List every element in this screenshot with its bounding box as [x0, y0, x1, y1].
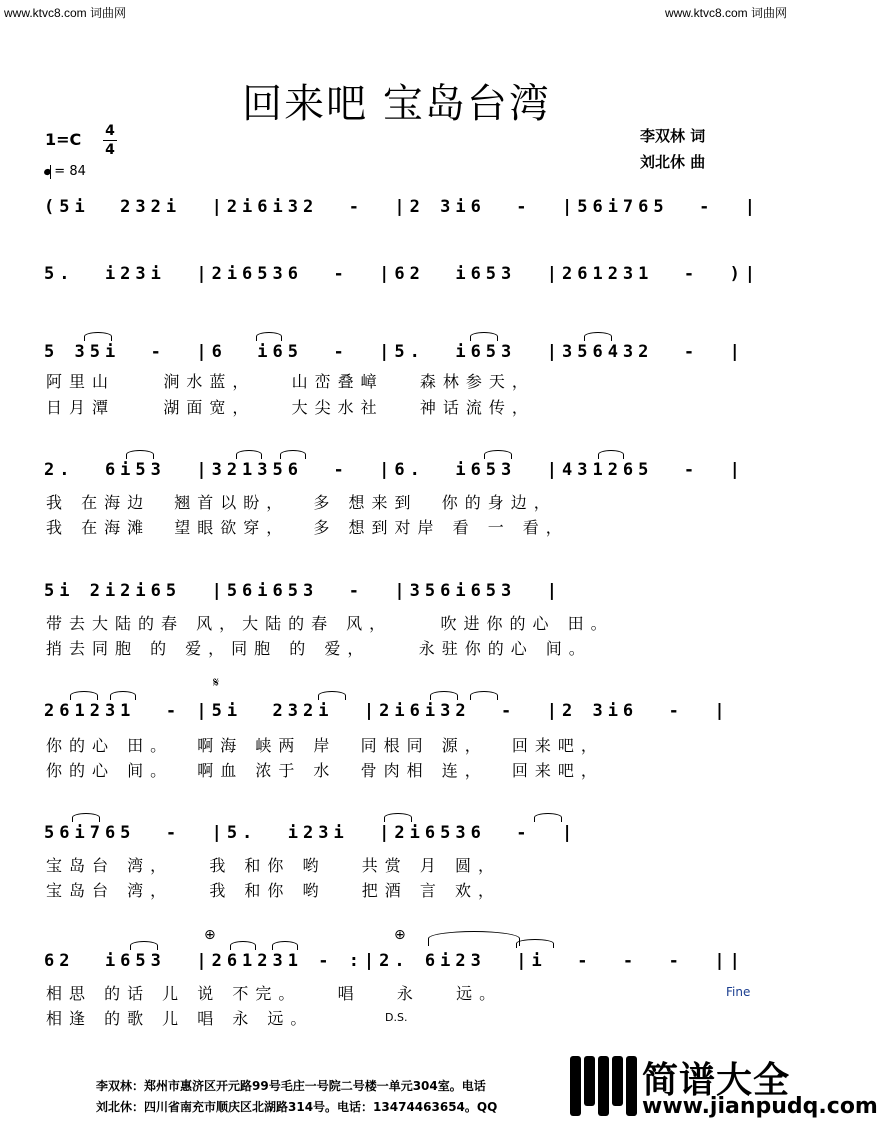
- site-logo[interactable]: [560, 1052, 878, 1122]
- piano-keys-icon: [570, 1056, 636, 1116]
- key-signature: 1=C: [45, 130, 82, 149]
- score-row-3: [0, 342, 793, 442]
- score-row-6: [0, 675, 793, 801]
- score-row-5: [0, 581, 793, 681]
- slur-mark: [126, 450, 154, 459]
- slur-mark: [230, 941, 256, 950]
- lyric-line-2: 我 在海滩 望眼欲穿， 多 想到对岸 看 一 看，: [46, 518, 569, 537]
- slur-mark: [272, 941, 298, 950]
- slur-mark: [110, 691, 136, 700]
- logo-title: 简谱大全: [642, 1060, 791, 1101]
- slur-mark: [72, 813, 100, 822]
- notes-line: 5i 2i2i65 |56i653 - |356i653 |: [44, 581, 562, 601]
- slur-mark: [484, 450, 512, 459]
- slur-mark: [584, 332, 612, 341]
- lyric-line-2: 宝岛台 湾， 我 和你 哟 把酒 言 欢，: [46, 881, 501, 900]
- segno-sign: 𝄋: [213, 675, 220, 691]
- slur-mark: [428, 931, 520, 946]
- time-sig-bottom: 4: [105, 142, 115, 158]
- slur-mark: [70, 691, 98, 700]
- ds-mark: D.S.: [385, 1011, 408, 1024]
- coda-sign-2: ⊕: [394, 927, 406, 943]
- notes-line: 62 i653 |261231 - :|2. 6i23 |i - - - ||: [44, 951, 745, 971]
- slur-mark: [516, 939, 554, 948]
- slur-mark: [280, 450, 306, 459]
- notes-line: 56i765 - |5. i23i |2i6536 - |: [44, 823, 578, 843]
- notes-line: 5. i23i |2i6536 - |62 i653 |261231 - )|: [44, 264, 761, 284]
- lyric-line-2: 相逢 的歌 儿 唱 永 远。: [46, 1009, 314, 1028]
- tempo-mark: [44, 164, 86, 179]
- time-signature: [103, 123, 117, 158]
- tempo-value: = 84: [54, 164, 86, 179]
- lyric-line-2: 日月潭 湖面宽， 大尖水社 神话流传，: [46, 398, 535, 417]
- lyric-line-1: 你的心 田。 啊海 峡两 岸 同根同 源， 回来吧，: [46, 736, 604, 755]
- notes-line: 5 35i - |6 i65 - |5. i653 |356432 - |: [44, 342, 745, 362]
- lyric-line-1: 阿里山 涧水蓝， 山峦叠嶂 森林参天，: [46, 372, 535, 391]
- lyric-line-2: 捎去同胞 的 爱，同胞 的 爱， 永驻你的心 间。: [46, 639, 592, 658]
- notes-line: 2. 6i53 |321356 - |6. i653 |431265 - |: [44, 460, 745, 480]
- time-sig-top: 4: [105, 123, 115, 139]
- lyric-line-1: 相思 的话 儿 说 不完。 唱 永 远。: [46, 984, 503, 1003]
- slur-mark: [598, 450, 624, 459]
- song-title: 回来吧 宝岛台湾: [242, 81, 551, 127]
- coda-sign-1: ⊕: [204, 927, 216, 943]
- logo-url: www.jianpudq.com: [642, 1094, 878, 1119]
- slur-mark: [470, 691, 498, 700]
- slur-mark: [430, 691, 458, 700]
- slur-mark: [256, 332, 282, 341]
- slur-mark: [470, 332, 498, 341]
- score-row-8: [0, 927, 793, 1051]
- composer-credit: 刘北休 曲: [640, 153, 706, 171]
- fine-mark: Fine: [726, 985, 751, 999]
- site-watermark-right: www.ktvc8.com 词曲网: [664, 6, 787, 20]
- notes-line: (5i 232i |2i6i32 - |2 3i6 - |56i765 - |: [44, 197, 761, 217]
- slur-mark: [236, 450, 262, 459]
- slur-mark: [130, 941, 158, 950]
- notes-line: 261231 - |5i 232i |2i6i32 - |2 3i6 - |: [44, 701, 730, 721]
- footer-contact-composer: 刘北休：四川省南充市顺庆区北湖路314号。电话：13474463654。QQ: [96, 1100, 498, 1114]
- site-watermark-left: www.ktvc8.com 词曲网: [4, 6, 127, 20]
- lyric-line-1: 宝岛台 湾， 我 和你 哟 共赏 月 圆，: [46, 856, 501, 875]
- slur-mark: [84, 332, 112, 341]
- slur-mark: [534, 813, 562, 822]
- footer-contact-lyricist: 李双林：郑州市惠济区开元路99号毛庄一号院二号楼一单元304室。电话: [96, 1079, 486, 1093]
- slur-mark: [384, 813, 412, 822]
- lyric-line-1: 我 在海边 翘首以盼， 多 想来到 你的身边，: [46, 493, 557, 512]
- score-row-7: [0, 823, 793, 923]
- lyric-line-2: 你的心 间。 啊血 浓于 水 骨肉相 连， 回来吧，: [46, 761, 604, 780]
- slur-mark: [318, 691, 346, 700]
- score-row-4: [0, 460, 793, 560]
- lyricist-credit: 李双林 词: [640, 127, 706, 145]
- lyric-line-1: 带去大陆的春 风，大陆的春 风， 吹进你的心 田。: [46, 614, 614, 633]
